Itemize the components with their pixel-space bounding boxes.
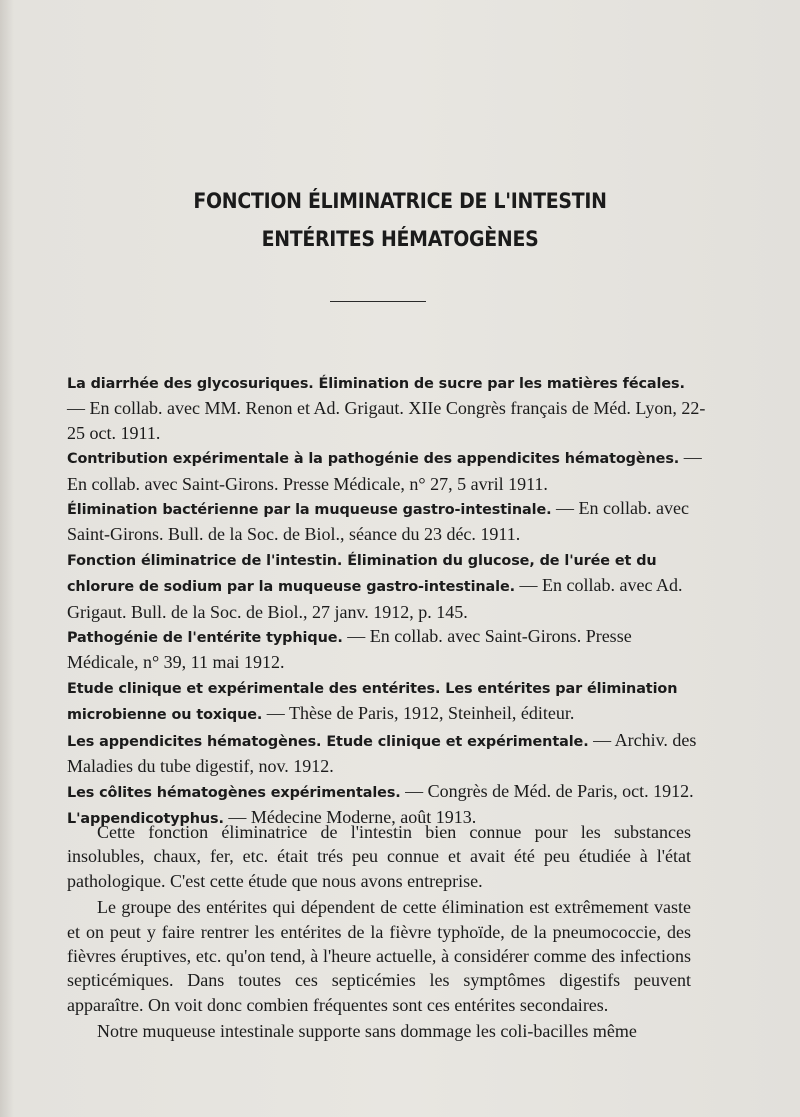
bibliography-entry-4 [67, 547, 707, 624]
body-text [67, 820, 691, 1046]
entry-title: Etude clinique et expérimentale des entérites. Les entérites par élimination microbienne ou toxique. [67, 680, 678, 724]
entry-details: — En collab. avec Saint-Girons. Bull. de la Soc. de Biol., séance du 23 déc. 1911. [67, 498, 689, 545]
chapter-header [40, 182, 760, 258]
bibliography-entry-1 [67, 370, 707, 445]
bibliography-entry-7 [67, 728, 707, 779]
entry-details: — Congrès de Méd. de Paris, oct. 1912. [405, 780, 694, 801]
entry-title: Élimination bactérienne par la muqueuse gastro-intestinale. [67, 502, 552, 519]
bibliography-list [67, 370, 707, 831]
bibliography-entry-2 [67, 445, 707, 496]
entry-details: — En collab. avec Saint-Girons. Presse Médicale, n° 27, 5 avril 1911. [67, 447, 702, 494]
entry-title: Contribution expérimentale à la pathogénie des appendicites hématogènes. [67, 451, 680, 468]
entry-title: Pathogénie de l'entérite typhique. [67, 630, 343, 647]
body-paragraph-3: Notre muqueuse intestinale supporte sans dommage les coli-bacilles même [97, 1021, 637, 1042]
bibliography-entry-8 [67, 779, 707, 805]
entry-details: — Médecine Moderne, août 1913. [228, 806, 477, 827]
entry-details: — Archiv. des Maladies du tube digestif, nov. 1912. [67, 729, 697, 777]
entry-title: Les appendicites hématogènes. Etude clinique et expérimentale. [67, 733, 589, 750]
body-paragraph-2: Le groupe des entérites qui dépendent de cette élimination est extrêmement vaste et on peut y faire rentrer les entérites de la fièvre typhoïde, de la pneumococcie, des fièvres éruptives, etc. qu'on tend, à l'heure actuelle, à considérer comme des infections septicémiques. Dans toutes ces septicémies les symptômes digestifs peuvent apparaître. On voit donc combien fréquentes sont ces entérites secondaires. [67, 897, 691, 1015]
entry-details: — En collab. avec Saint-Girons. Presse Médicale, n° 39, 11 mai 1912. [67, 626, 632, 673]
entry-title: Fonction éliminatrice de l'intestin. Élimination du glucose, de l'urée et du chlorure de sodium par la muqueuse gastro-intestinale. [67, 552, 657, 596]
bibliography-entry-6 [67, 675, 707, 728]
entry-title: Les côlites hématogènes expérimentales. [67, 784, 401, 801]
bibliography-entry-3 [67, 496, 707, 547]
entry-details: — En collab. avec MM. Renon et Ad. Grigaut. XIIe Congrès français de Méd. Lyon, 22-25 oct. 1911. [67, 398, 706, 443]
entry-title: La diarrhée des glycosuriques. Élimination de sucre par les matières fécales. [67, 376, 685, 392]
bibliography-entry-5 [67, 624, 707, 675]
title-divider [330, 301, 426, 302]
chapter-title-line-1: FONCTION ÉLIMINATRICE DE L'INTESTIN [193, 189, 607, 213]
body-paragraph-1: Cette fonction éliminatrice de l'intestin bien connue pour les substances insolubles, chaux, fer, etc. était trés peu connue et avait été peu étudiée à l'état pathologique. C'est cette étude que nous avons entreprise. [67, 822, 691, 891]
entry-details: — En collab. avec Ad. Grigaut. Bull. de la Soc. de Biol., 27 janv. 1912, p. 145. [67, 575, 683, 622]
entry-title: L'appendicotyphus. [67, 810, 224, 827]
entry-details: — Thèse de Paris, 1912, Steinheil, éditeur. [266, 703, 575, 724]
chapter-title-line-2: ENTÉRITES HÉMATOGÈNES [261, 227, 539, 251]
